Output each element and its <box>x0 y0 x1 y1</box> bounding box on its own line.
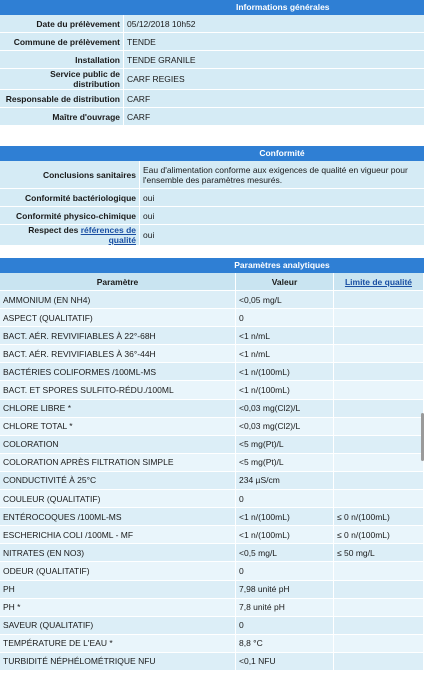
references-qualite-link[interactable]: références de qualité <box>80 225 136 245</box>
param-limit-cell <box>334 581 424 599</box>
param-limit-cell: ≤ 0 n/(100mL) <box>334 508 424 526</box>
param-limit-cell <box>334 418 424 436</box>
param-row <box>0 381 424 399</box>
respect-prefix: Respect des <box>28 225 81 235</box>
physchim-value: oui <box>140 207 424 225</box>
param-row <box>0 472 424 490</box>
param-value-cell: <1 n/mL <box>236 345 334 363</box>
param-row <box>0 345 424 363</box>
params-title: Paramètres analytiques <box>234 260 330 270</box>
conformite-header <box>0 146 424 161</box>
general-info-label: Service public de distribution <box>0 69 124 90</box>
general-info-title: Informations générales <box>236 2 330 12</box>
param-limit-cell <box>334 345 424 363</box>
param-limit-cell <box>334 400 424 418</box>
respect-label <box>0 225 140 246</box>
param-value-cell: <0,03 mg(Cl2)/L <box>236 400 334 418</box>
param-row <box>0 309 424 327</box>
param-row <box>0 617 424 635</box>
param-row <box>0 562 424 580</box>
param-param-cell: SAVEUR (QUALITATIF) <box>0 617 236 635</box>
param-param-cell: ASPECT (QUALITATIF) <box>0 309 236 327</box>
general-info-row <box>0 33 424 51</box>
general-info-value: 05/12/2018 10h52 <box>124 15 424 33</box>
general-info-row <box>0 69 424 90</box>
param-param-cell: PH * <box>0 599 236 617</box>
conclusions-label: Conclusions sanitaires <box>0 161 140 189</box>
param-value-cell: 0 <box>236 309 334 327</box>
param-limit-cell <box>334 363 424 381</box>
bact-label: Conformité bactériologique <box>0 189 140 207</box>
param-param-cell: ODEUR (QUALITATIF) <box>0 562 236 580</box>
param-param-cell: ESCHERICHIA COLI /100ML - MF <box>0 526 236 544</box>
general-info-label: Installation <box>0 51 124 69</box>
general-info-value: TENDE GRANILE <box>124 51 424 69</box>
param-limit-cell <box>334 327 424 345</box>
param-limit-cell <box>334 653 424 671</box>
general-info-value: CARF <box>124 108 424 126</box>
param-param-cell: BACT. ET SPORES SULFITO-RÉDU./100ML <box>0 381 236 399</box>
bact-value: oui <box>140 189 424 207</box>
param-row <box>0 581 424 599</box>
param-param-cell: CONDUCTIVITÉ À 25°C <box>0 472 236 490</box>
param-value-cell: <1 n/(100mL) <box>236 363 334 381</box>
param-limit-cell <box>334 454 424 472</box>
conformite-section <box>0 146 424 246</box>
param-value-cell: 0 <box>236 490 334 508</box>
param-param-cell: CHLORE TOTAL * <box>0 418 236 436</box>
param-row <box>0 291 424 309</box>
param-limit-cell <box>334 617 424 635</box>
general-info-row <box>0 108 424 126</box>
conformite-table <box>0 161 424 246</box>
param-row <box>0 436 424 454</box>
param-value-cell: 8,8 °C <box>236 635 334 653</box>
param-row <box>0 508 424 526</box>
param-limit-cell <box>334 472 424 490</box>
physchim-row <box>0 207 424 225</box>
respect-value: oui <box>140 225 424 246</box>
param-limit-cell <box>334 490 424 508</box>
param-param-cell: BACTÉRIES COLIFORMES /100ML-MS <box>0 363 236 381</box>
param-limit-cell: ≤ 50 mg/L <box>334 544 424 562</box>
general-info-label: Date du prélèvement <box>0 15 124 33</box>
param-limit-cell <box>334 436 424 454</box>
param-row <box>0 526 424 544</box>
param-param-cell: CHLORE LIBRE * <box>0 400 236 418</box>
params-table <box>0 273 424 671</box>
param-value-cell: 0 <box>236 617 334 635</box>
param-value-cell: <0,03 mg(Cl2)/L <box>236 418 334 436</box>
param-value-cell: 0 <box>236 562 334 580</box>
param-value-cell: <1 n/(100mL) <box>236 381 334 399</box>
general-info-value: TENDE <box>124 33 424 51</box>
general-info-label: Commune de prélèvement <box>0 33 124 51</box>
param-value-cell: 7,98 unité pH <box>236 581 334 599</box>
param-value-cell: <1 n/(100mL) <box>236 526 334 544</box>
general-info-label: Maître d'ouvrage <box>0 108 124 126</box>
conformite-title: Conformité <box>259 148 305 158</box>
param-row <box>0 418 424 436</box>
param-param-cell: AMMONIUM (EN NH4) <box>0 291 236 309</box>
param-param-cell: COLORATION <box>0 436 236 454</box>
param-row <box>0 400 424 418</box>
general-info-table <box>0 15 424 126</box>
general-info-row <box>0 51 424 69</box>
respect-row <box>0 225 424 246</box>
general-info-value: CARF REGIES <box>124 69 424 90</box>
param-row <box>0 653 424 671</box>
param-value-cell: 7,8 unité pH <box>236 599 334 617</box>
param-value-cell: <0,5 mg/L <box>236 544 334 562</box>
limit-column-header <box>334 273 424 291</box>
param-param-cell: COULEUR (QUALITATIF) <box>0 490 236 508</box>
param-row <box>0 544 424 562</box>
param-row <box>0 490 424 508</box>
param-column-header: Paramètre <box>0 273 236 291</box>
conclusions-value: Eau d'alimentation conforme aux exigences de qualité en vigueur pour l'ensemble des paramètres mesurés. <box>140 161 424 189</box>
param-limit-cell <box>334 291 424 309</box>
param-value-cell: 234 µS/cm <box>236 472 334 490</box>
physchim-label: Conformité physico-chimique <box>0 207 140 225</box>
param-param-cell: BACT. AÉR. REVIVIFIABLES À 36°-44H <box>0 345 236 363</box>
param-row <box>0 454 424 472</box>
param-limit-cell <box>334 562 424 580</box>
param-value-cell: <0,1 NFU <box>236 653 334 671</box>
param-limit-cell: ≤ 0 n/(100mL) <box>334 526 424 544</box>
param-value-cell: <0,05 mg/L <box>236 291 334 309</box>
params-header <box>0 258 424 273</box>
param-value-cell: <5 mg(Pt)/L <box>236 454 334 472</box>
param-param-cell: TURBIDITÉ NÉPHÉLOMÉTRIQUE NFU <box>0 653 236 671</box>
param-limit-cell <box>334 309 424 327</box>
param-param-cell: BACT. AÉR. REVIVIFIABLES À 22°-68H <box>0 327 236 345</box>
general-info-row <box>0 15 424 33</box>
params-section <box>0 258 424 671</box>
param-param-cell: PH <box>0 581 236 599</box>
param-param-cell: COLORATION APRÈS FILTRATION SIMPLE <box>0 454 236 472</box>
general-info-section <box>0 0 424 126</box>
value-column-header: Valeur <box>236 273 334 291</box>
param-limit-cell <box>334 635 424 653</box>
param-row <box>0 635 424 653</box>
param-param-cell: ENTÉROCOQUES /100ML-MS <box>0 508 236 526</box>
param-row <box>0 327 424 345</box>
params-header-row <box>0 273 424 291</box>
general-info-row <box>0 90 424 108</box>
param-limit-cell <box>334 599 424 617</box>
param-param-cell: TEMPÉRATURE DE L'EAU * <box>0 635 236 653</box>
param-param-cell: NITRATES (EN NO3) <box>0 544 236 562</box>
param-value-cell: <1 n/(100mL) <box>236 508 334 526</box>
general-info-label: Responsable de distribution <box>0 90 124 108</box>
param-row <box>0 363 424 381</box>
param-value-cell: <5 mg(Pt)/L <box>236 436 334 454</box>
general-info-value: CARF <box>124 90 424 108</box>
param-row <box>0 599 424 617</box>
conclusions-row <box>0 161 424 189</box>
general-info-header <box>0 0 424 15</box>
param-limit-cell <box>334 381 424 399</box>
limite-qualite-link[interactable]: Limite de qualité <box>344 276 413 287</box>
param-value-cell: <1 n/mL <box>236 327 334 345</box>
bact-row <box>0 189 424 207</box>
